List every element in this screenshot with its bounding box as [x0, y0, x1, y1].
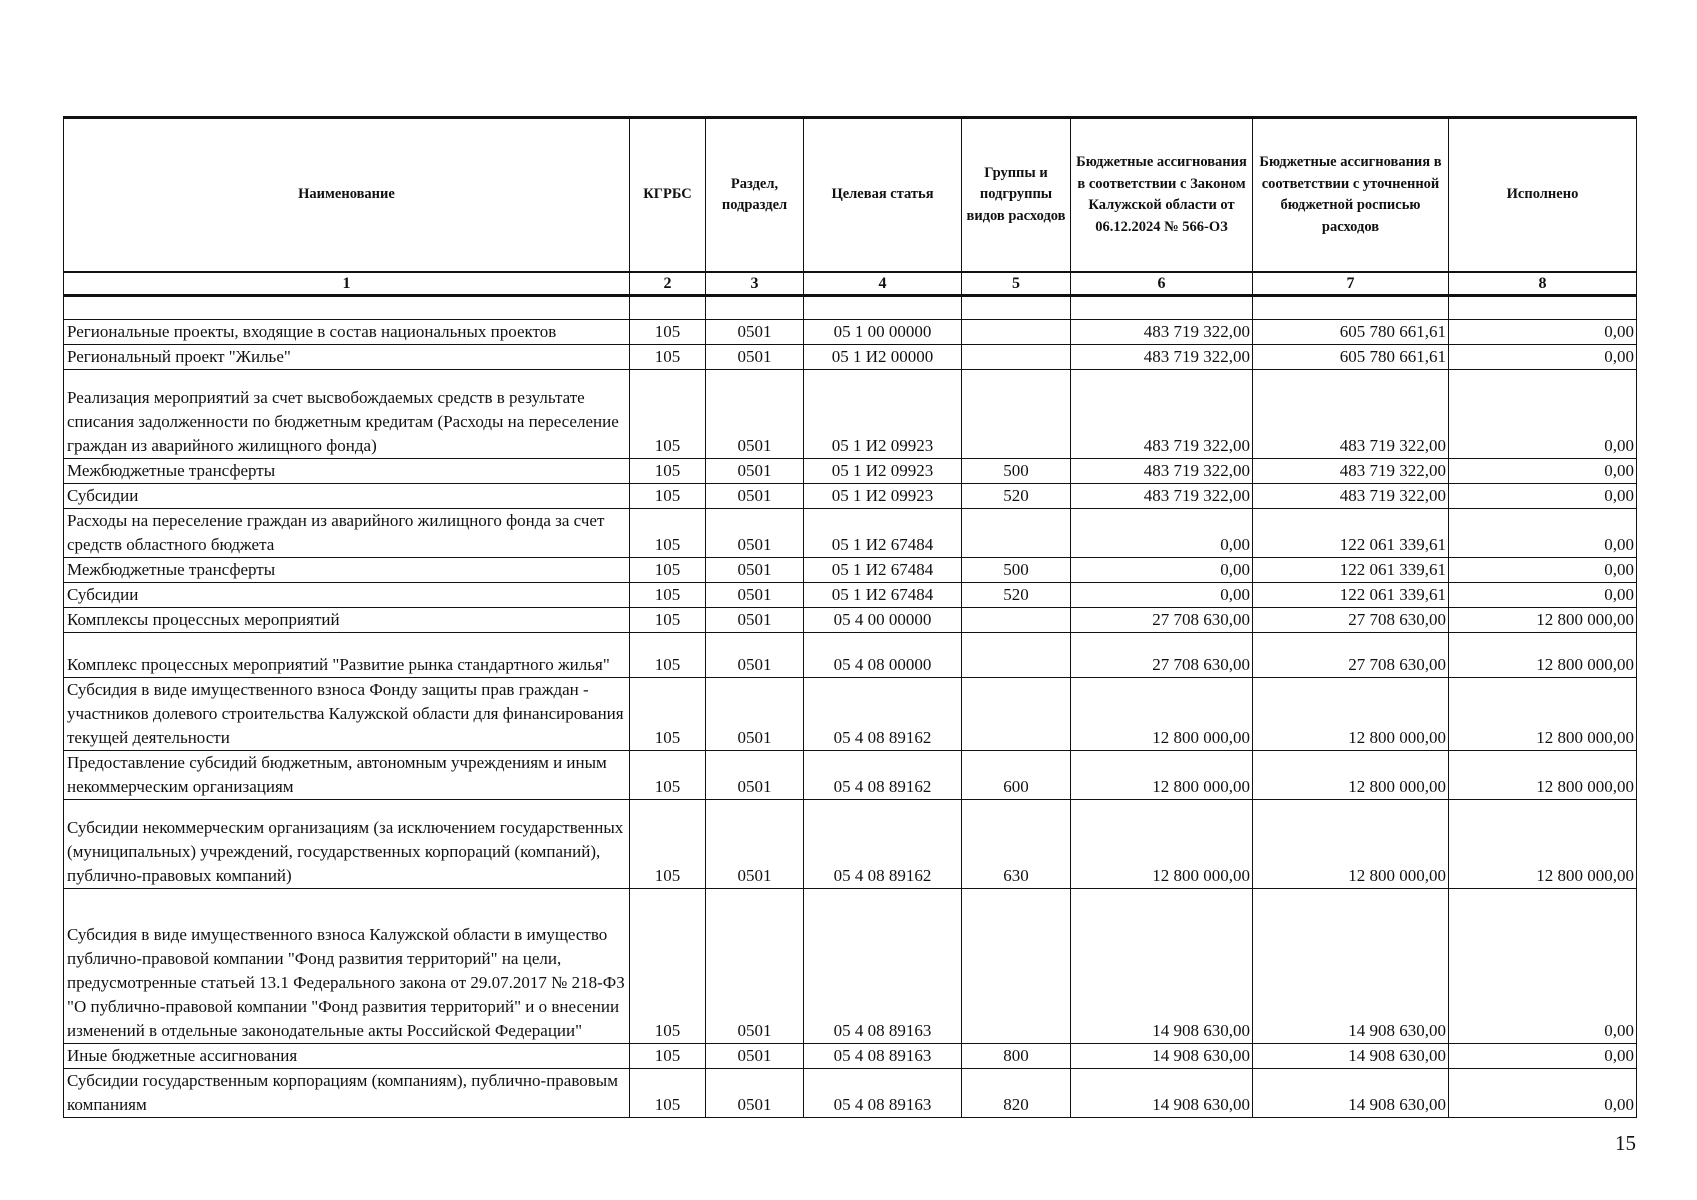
cell-kgrbs: 105	[630, 678, 706, 751]
cell-executed-amount: 0,00	[1449, 484, 1637, 509]
cell-target: 05 4 00 00000	[804, 608, 962, 633]
cell-section: 0501	[706, 608, 804, 633]
cell-group: 500	[962, 558, 1071, 583]
cell-target: 05 1 И2 09923	[804, 484, 962, 509]
cell-law-amount: 483 719 322,00	[1071, 484, 1253, 509]
cell-executed-amount: 0,00	[1449, 1069, 1637, 1118]
cell-name: Межбюджетные трансферты	[64, 558, 630, 583]
cell-refined-amount: 27 708 630,00	[1253, 633, 1449, 678]
cell-group	[962, 889, 1071, 1044]
cell-executed-amount: 0,00	[1449, 320, 1637, 345]
cell-group	[962, 320, 1071, 345]
cell-refined-amount: 14 908 630,00	[1253, 889, 1449, 1044]
cell-refined-amount: 605 780 661,61	[1253, 320, 1449, 345]
header-groups: Группы и подгруппы видов расходов	[962, 118, 1071, 273]
cell-kgrbs: 105	[630, 345, 706, 370]
cell-name: Субсидии	[64, 484, 630, 509]
cell-target: 05 1 И2 09923	[804, 459, 962, 484]
cell-refined-amount: 12 800 000,00	[1253, 751, 1449, 800]
cell-kgrbs: 105	[630, 751, 706, 800]
cell-section: 0501	[706, 1044, 804, 1069]
budget-table	[63, 116, 1637, 1118]
cell-target: 05 4 08 89162	[804, 751, 962, 800]
cell-target: 05 4 08 00000	[804, 633, 962, 678]
cell-executed-amount: 12 800 000,00	[1449, 751, 1637, 800]
cell-section: 0501	[706, 678, 804, 751]
table-row	[64, 558, 1637, 583]
cell-executed-amount: 0,00	[1449, 1044, 1637, 1069]
cell-kgrbs: 105	[630, 484, 706, 509]
cell-refined-amount: 27 708 630,00	[1253, 608, 1449, 633]
cell-executed-amount: 0,00	[1449, 459, 1637, 484]
cell-target: 05 1 И2 67484	[804, 558, 962, 583]
column-number: 6	[1071, 272, 1253, 296]
table-row	[64, 633, 1637, 678]
cell-law-amount: 12 800 000,00	[1071, 751, 1253, 800]
cell-kgrbs: 105	[630, 800, 706, 889]
cell-executed-amount: 0,00	[1449, 558, 1637, 583]
header-refined: Бюджетные ассигнования в соответствии с уточненной бюджетной росписью расходов	[1253, 118, 1449, 273]
cell-refined-amount: 483 719 322,00	[1253, 459, 1449, 484]
cell-target: 05 1 И2 09923	[804, 370, 962, 459]
table-row	[64, 800, 1637, 889]
cell-name: Субсидии государственным корпорациям (компаниям), публично-правовым компаниям	[64, 1069, 630, 1118]
cell-refined-amount: 122 061 339,61	[1253, 583, 1449, 608]
cell-group: 520	[962, 583, 1071, 608]
cell-target: 05 1 И2 00000	[804, 345, 962, 370]
cell-name: Региональные проекты, входящие в состав национальных проектов	[64, 320, 630, 345]
cell-group: 820	[962, 1069, 1071, 1118]
cell-section: 0501	[706, 484, 804, 509]
cell-law-amount: 14 908 630,00	[1071, 889, 1253, 1044]
header-target: Целевая статья	[804, 118, 962, 273]
cell-executed-amount: 12 800 000,00	[1449, 800, 1637, 889]
table-row	[64, 459, 1637, 484]
table-row	[64, 1069, 1637, 1118]
cell-section: 0501	[706, 751, 804, 800]
cell-kgrbs: 105	[630, 320, 706, 345]
cell-executed-amount: 0,00	[1449, 345, 1637, 370]
table-row	[64, 509, 1637, 558]
cell-group: 520	[962, 484, 1071, 509]
cell-group	[962, 509, 1071, 558]
cell-target: 05 1 И2 67484	[804, 509, 962, 558]
cell-executed-amount: 0,00	[1449, 509, 1637, 558]
cell-law-amount: 12 800 000,00	[1071, 678, 1253, 751]
table-row	[64, 484, 1637, 509]
cell-kgrbs: 105	[630, 608, 706, 633]
table-row	[64, 1044, 1637, 1069]
table-row	[64, 889, 1637, 1044]
cell-refined-amount: 122 061 339,61	[1253, 558, 1449, 583]
table-row	[64, 320, 1637, 345]
page-number: 15	[1615, 1131, 1636, 1155]
cell-group	[962, 633, 1071, 678]
column-number: 3	[706, 272, 804, 296]
cell-section: 0501	[706, 558, 804, 583]
cell-name: Комплекс процессных мероприятий "Развитие рынка стандартного жилья"	[64, 633, 630, 678]
cell-name: Субсидии	[64, 583, 630, 608]
table-row	[64, 608, 1637, 633]
cell-name: Иные бюджетные ассигнования	[64, 1044, 630, 1069]
cell-law-amount: 14 908 630,00	[1071, 1069, 1253, 1118]
cell-law-amount: 0,00	[1071, 558, 1253, 583]
cell-law-amount: 27 708 630,00	[1071, 633, 1253, 678]
table-header-row	[64, 118, 1637, 273]
cell-target: 05 4 08 89163	[804, 889, 962, 1044]
cell-section: 0501	[706, 1069, 804, 1118]
table-row	[64, 345, 1637, 370]
table-spacer-row	[64, 296, 1637, 320]
cell-law-amount: 0,00	[1071, 583, 1253, 608]
cell-name: Региональный проект "Жилье"	[64, 345, 630, 370]
cell-name: Субсидия в виде имущественного взноса Калужской области в имущество публично-правовой компании "Фонд развития территорий" на цели, предусмотренные статьей 13.1 Федерального закона от 29.07.2017 № 218-ФЗ "О публично-правовой компании "Фонд развития территорий" и о внесении изменений в отдельные законодательные акты Российской Федерации"	[64, 889, 630, 1044]
header-executed: Исполнено	[1449, 118, 1637, 273]
header-name: Наименование	[64, 118, 630, 273]
cell-law-amount: 483 719 322,00	[1071, 459, 1253, 484]
cell-section: 0501	[706, 345, 804, 370]
cell-name: Предоставление субсидий бюджетным, автономным учреждениям и иным некоммерческим организациям	[64, 751, 630, 800]
cell-refined-amount: 483 719 322,00	[1253, 484, 1449, 509]
cell-group: 600	[962, 751, 1071, 800]
cell-section: 0501	[706, 320, 804, 345]
cell-executed-amount: 12 800 000,00	[1449, 633, 1637, 678]
cell-law-amount: 14 908 630,00	[1071, 1044, 1253, 1069]
cell-name: Реализация мероприятий за счет высвобождаемых средств в результате списания задолженности по бюджетным кредитам (Расходы на переселение граждан из аварийного жилищного фонда)	[64, 370, 630, 459]
column-number: 5	[962, 272, 1071, 296]
cell-refined-amount: 122 061 339,61	[1253, 509, 1449, 558]
cell-section: 0501	[706, 633, 804, 678]
cell-law-amount: 27 708 630,00	[1071, 608, 1253, 633]
cell-group: 800	[962, 1044, 1071, 1069]
cell-kgrbs: 105	[630, 583, 706, 608]
cell-name: Субсидии некоммерческим организациям (за исключением государственных (муниципальных) учреждений, государственных корпораций (компаний), публично-правовых компаний)	[64, 800, 630, 889]
cell-group	[962, 345, 1071, 370]
cell-law-amount: 0,00	[1071, 509, 1253, 558]
cell-executed-amount: 0,00	[1449, 583, 1637, 608]
cell-refined-amount: 483 719 322,00	[1253, 370, 1449, 459]
header-kgrbs: КГРБС	[630, 118, 706, 273]
cell-law-amount: 483 719 322,00	[1071, 345, 1253, 370]
cell-target: 05 4 08 89163	[804, 1069, 962, 1118]
cell-name: Межбюджетные трансферты	[64, 459, 630, 484]
cell-section: 0501	[706, 370, 804, 459]
cell-section: 0501	[706, 800, 804, 889]
cell-law-amount: 483 719 322,00	[1071, 320, 1253, 345]
cell-target: 05 1 И2 67484	[804, 583, 962, 608]
cell-group	[962, 678, 1071, 751]
cell-refined-amount: 12 800 000,00	[1253, 800, 1449, 889]
cell-target: 05 4 08 89162	[804, 678, 962, 751]
cell-refined-amount: 14 908 630,00	[1253, 1069, 1449, 1118]
cell-kgrbs: 105	[630, 558, 706, 583]
cell-target: 05 1 00 00000	[804, 320, 962, 345]
header-section: Раздел, подраздел	[706, 118, 804, 273]
column-number: 8	[1449, 272, 1637, 296]
table-body	[64, 296, 1637, 1118]
cell-refined-amount: 12 800 000,00	[1253, 678, 1449, 751]
table-row	[64, 583, 1637, 608]
cell-kgrbs: 105	[630, 1069, 706, 1118]
cell-name: Расходы на переселение граждан из аварийного жилищного фонда за счет средств областного бюджета	[64, 509, 630, 558]
cell-kgrbs: 105	[630, 1044, 706, 1069]
column-number: 7	[1253, 272, 1449, 296]
cell-refined-amount: 14 908 630,00	[1253, 1044, 1449, 1069]
cell-group: 500	[962, 459, 1071, 484]
cell-section: 0501	[706, 509, 804, 558]
table-row	[64, 751, 1637, 800]
cell-group	[962, 608, 1071, 633]
cell-executed-amount: 0,00	[1449, 889, 1637, 1044]
table-row	[64, 370, 1637, 459]
cell-group	[962, 370, 1071, 459]
cell-kgrbs: 105	[630, 889, 706, 1044]
cell-section: 0501	[706, 889, 804, 1044]
cell-section: 0501	[706, 459, 804, 484]
cell-name: Субсидия в виде имущественного взноса Фонду защиты прав граждан - участников долевого строительства Калужской области для финансирования текущей деятельности	[64, 678, 630, 751]
cell-executed-amount: 12 800 000,00	[1449, 678, 1637, 751]
cell-law-amount: 12 800 000,00	[1071, 800, 1253, 889]
cell-law-amount: 483 719 322,00	[1071, 370, 1253, 459]
table-row	[64, 678, 1637, 751]
cell-kgrbs: 105	[630, 370, 706, 459]
cell-executed-amount: 0,00	[1449, 370, 1637, 459]
cell-kgrbs: 105	[630, 459, 706, 484]
cell-target: 05 4 08 89162	[804, 800, 962, 889]
header-law: Бюджетные ассигнования в соответствии с Законом Калужской области от 06.12.2024 № 566-ОЗ	[1071, 118, 1253, 273]
cell-section: 0501	[706, 583, 804, 608]
cell-executed-amount: 12 800 000,00	[1449, 608, 1637, 633]
column-number: 4	[804, 272, 962, 296]
cell-group: 630	[962, 800, 1071, 889]
cell-kgrbs: 105	[630, 509, 706, 558]
cell-kgrbs: 105	[630, 633, 706, 678]
cell-name: Комплексы процессных мероприятий	[64, 608, 630, 633]
cell-refined-amount: 605 780 661,61	[1253, 345, 1449, 370]
column-number: 1	[64, 272, 630, 296]
cell-target: 05 4 08 89163	[804, 1044, 962, 1069]
column-number-row	[64, 272, 1637, 296]
column-number: 2	[630, 272, 706, 296]
